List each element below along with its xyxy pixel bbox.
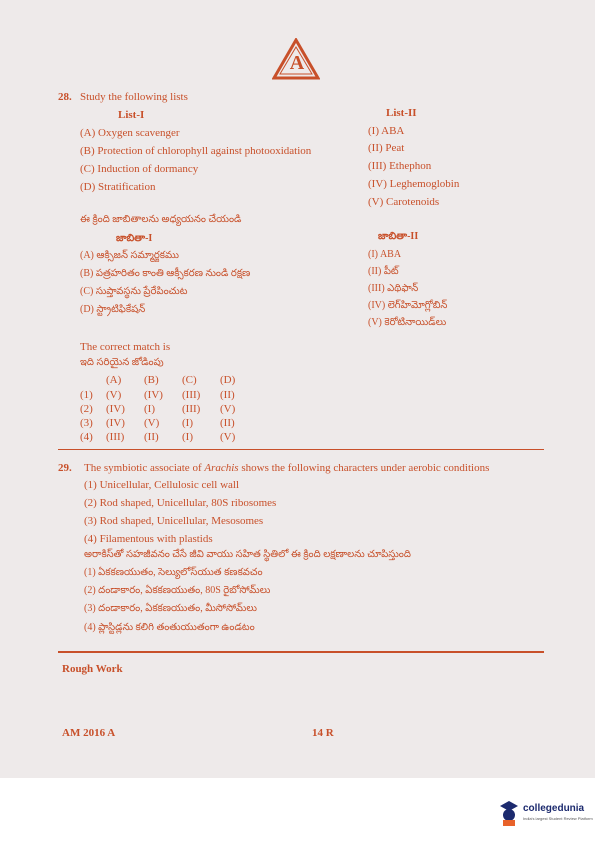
q29-stem (84, 461, 489, 475)
match-header-b: (B) (144, 374, 159, 386)
q29-option: (2) Rod shaped, Unicellular, 80S ribosomes (84, 497, 277, 509)
q28-list1-item: (C) Induction of dormancy (80, 163, 199, 175)
q28-option-row (80, 402, 258, 416)
q28-list2-title: List-II (386, 107, 417, 119)
logo-name: collegedunia (523, 803, 585, 814)
collegedunia-logo-icon (498, 800, 520, 826)
q29-telugu-option: (3) దండాకారం, ఏకకణయుతం, మీసోసోమ్‌లు (84, 603, 257, 614)
q28-list2-item: (V) Carotenoids (368, 196, 440, 208)
q29-stem-italic: Arachis (204, 462, 239, 474)
q29-stem-b: shows the following characters under aerobic conditions (238, 462, 490, 474)
q29-telugu-stem: అరాకిస్‌తో సహజీవనం చేసే జీవి వాయు సహిత స్థితిలో ఈ క్రింది లక్షణాలను చూపిస్తుంది (84, 549, 411, 560)
question-divider (58, 449, 544, 450)
q28-list1-item: (D) Stratification (80, 181, 156, 193)
option-value: (I) (144, 403, 155, 415)
q29-option: (3) Rod shaped, Unicellular, Mesosomes (84, 515, 264, 527)
option-value: (II) (220, 389, 235, 401)
option-value: (V) (106, 389, 122, 401)
q28-option-row (80, 416, 258, 430)
q29-stem-a: The symbiotic associate of (84, 462, 205, 474)
option-value: (II) (144, 431, 159, 443)
q29-option: (1) Unicellular, Cellulosic cell wall (84, 479, 240, 491)
option-value: (V) (144, 417, 160, 429)
exam-code: AM 2016 A (62, 727, 116, 739)
q28-list2-item: (II) Peat (368, 142, 405, 154)
option-value: (II) (220, 417, 235, 429)
match-header-a: (A) (106, 374, 122, 386)
q28-telugu-list2-item: (V) కెరోటినాయిడ్‌లు (368, 317, 447, 328)
q28-correct-match: The correct match is (80, 341, 171, 353)
badge-letter: A (289, 52, 305, 74)
option-value: (III) (182, 403, 201, 415)
q28-telugu-list1-title: జాబితా-I (116, 233, 153, 244)
rough-work-label: Rough Work (62, 663, 123, 675)
q28-option-row (80, 388, 258, 402)
option-value: (I) (182, 417, 193, 429)
q28-telugu-list2-item: (II) పీట్ (368, 266, 399, 277)
option-value: (III) (182, 389, 201, 401)
rough-work-divider (58, 651, 544, 653)
q28-telugu-list2-item: (IV) లెగ్‌హిమోగ్లోబిన్ (368, 300, 448, 311)
option-number: (2) (80, 403, 93, 415)
q28-stem: Study the following lists (80, 91, 188, 103)
option-value: (IV) (106, 417, 125, 429)
q29-telugu-option: (2) దండాకారం, ఏకకణయుతం, 80S రైబోసోమ్‌లు (84, 585, 271, 596)
option-value: (IV) (144, 389, 163, 401)
q28-number: 28. (58, 91, 72, 103)
page-number: 14 R (312, 727, 334, 739)
q28-list1-title: List-I (118, 109, 145, 121)
option-number: (3) (80, 417, 93, 429)
option-value: (V) (220, 431, 236, 443)
q28-match-header (106, 373, 258, 387)
q28-telugu-list2-item: (III) ఎథిఫాన్ (368, 283, 419, 294)
match-header-d: (D) (220, 374, 236, 386)
q29-telugu-option: (1) ఏకకణయుతం, సెల్యులోస్‌యుత కణకవచం (84, 567, 263, 578)
q28-telugu-list1-item: (C) సుప్తావస్థను ప్రేరేపించుట (80, 286, 188, 297)
q28-telugu-stem: ఈ క్రింది జాబితాలను అధ్యయనం చేయండి (80, 214, 242, 225)
q28-telugu-list1-item: (A) ఆక్సిజన్ సమ్మార్జకము (80, 250, 180, 261)
q28-telugu-list1-item: (B) పత్రహరితం కాంతి ఆక్సీకరణ నుండి రక్షణ (80, 268, 251, 279)
q29-option: (4) Filamentous with plastids (84, 533, 213, 545)
option-value: (I) (182, 431, 193, 443)
option-value: (III) (106, 431, 125, 443)
q29-number: 29. (58, 462, 72, 474)
q28-telugu-correct-match: ఇది సరియైన జోడింపు (80, 357, 164, 368)
q28-telugu-list2-item: (I) ABA (368, 249, 402, 260)
q29-telugu-option: (4) ప్లాస్టిడ్లను కలిగి తంతుయుతంగా ఉండటం (84, 622, 255, 633)
q28-list2-item: (I) ABA (368, 125, 405, 137)
option-number: (1) (80, 389, 93, 401)
option-value: (IV) (106, 403, 125, 415)
match-header-c: (C) (182, 374, 197, 386)
q28-telugu-list2-title: జాబితా-II (378, 231, 419, 242)
q28-list1-item: (B) Protection of chlorophyll against photooxidation (80, 145, 312, 157)
option-number: (4) (80, 431, 93, 443)
q28-list2-item: (III) Ethephon (368, 160, 432, 172)
logo-tagline: India's largest Student Review Platform (523, 816, 593, 821)
q28-list2-item: (IV) Leghemoglobin (368, 178, 460, 190)
q28-telugu-list1-item: (D) స్ట్రాటిఫికేషన్ (80, 304, 146, 315)
q28-option-row (80, 430, 258, 444)
option-value: (V) (220, 403, 236, 415)
q28-list1-item: (A) Oxygen scavenger (80, 127, 180, 139)
